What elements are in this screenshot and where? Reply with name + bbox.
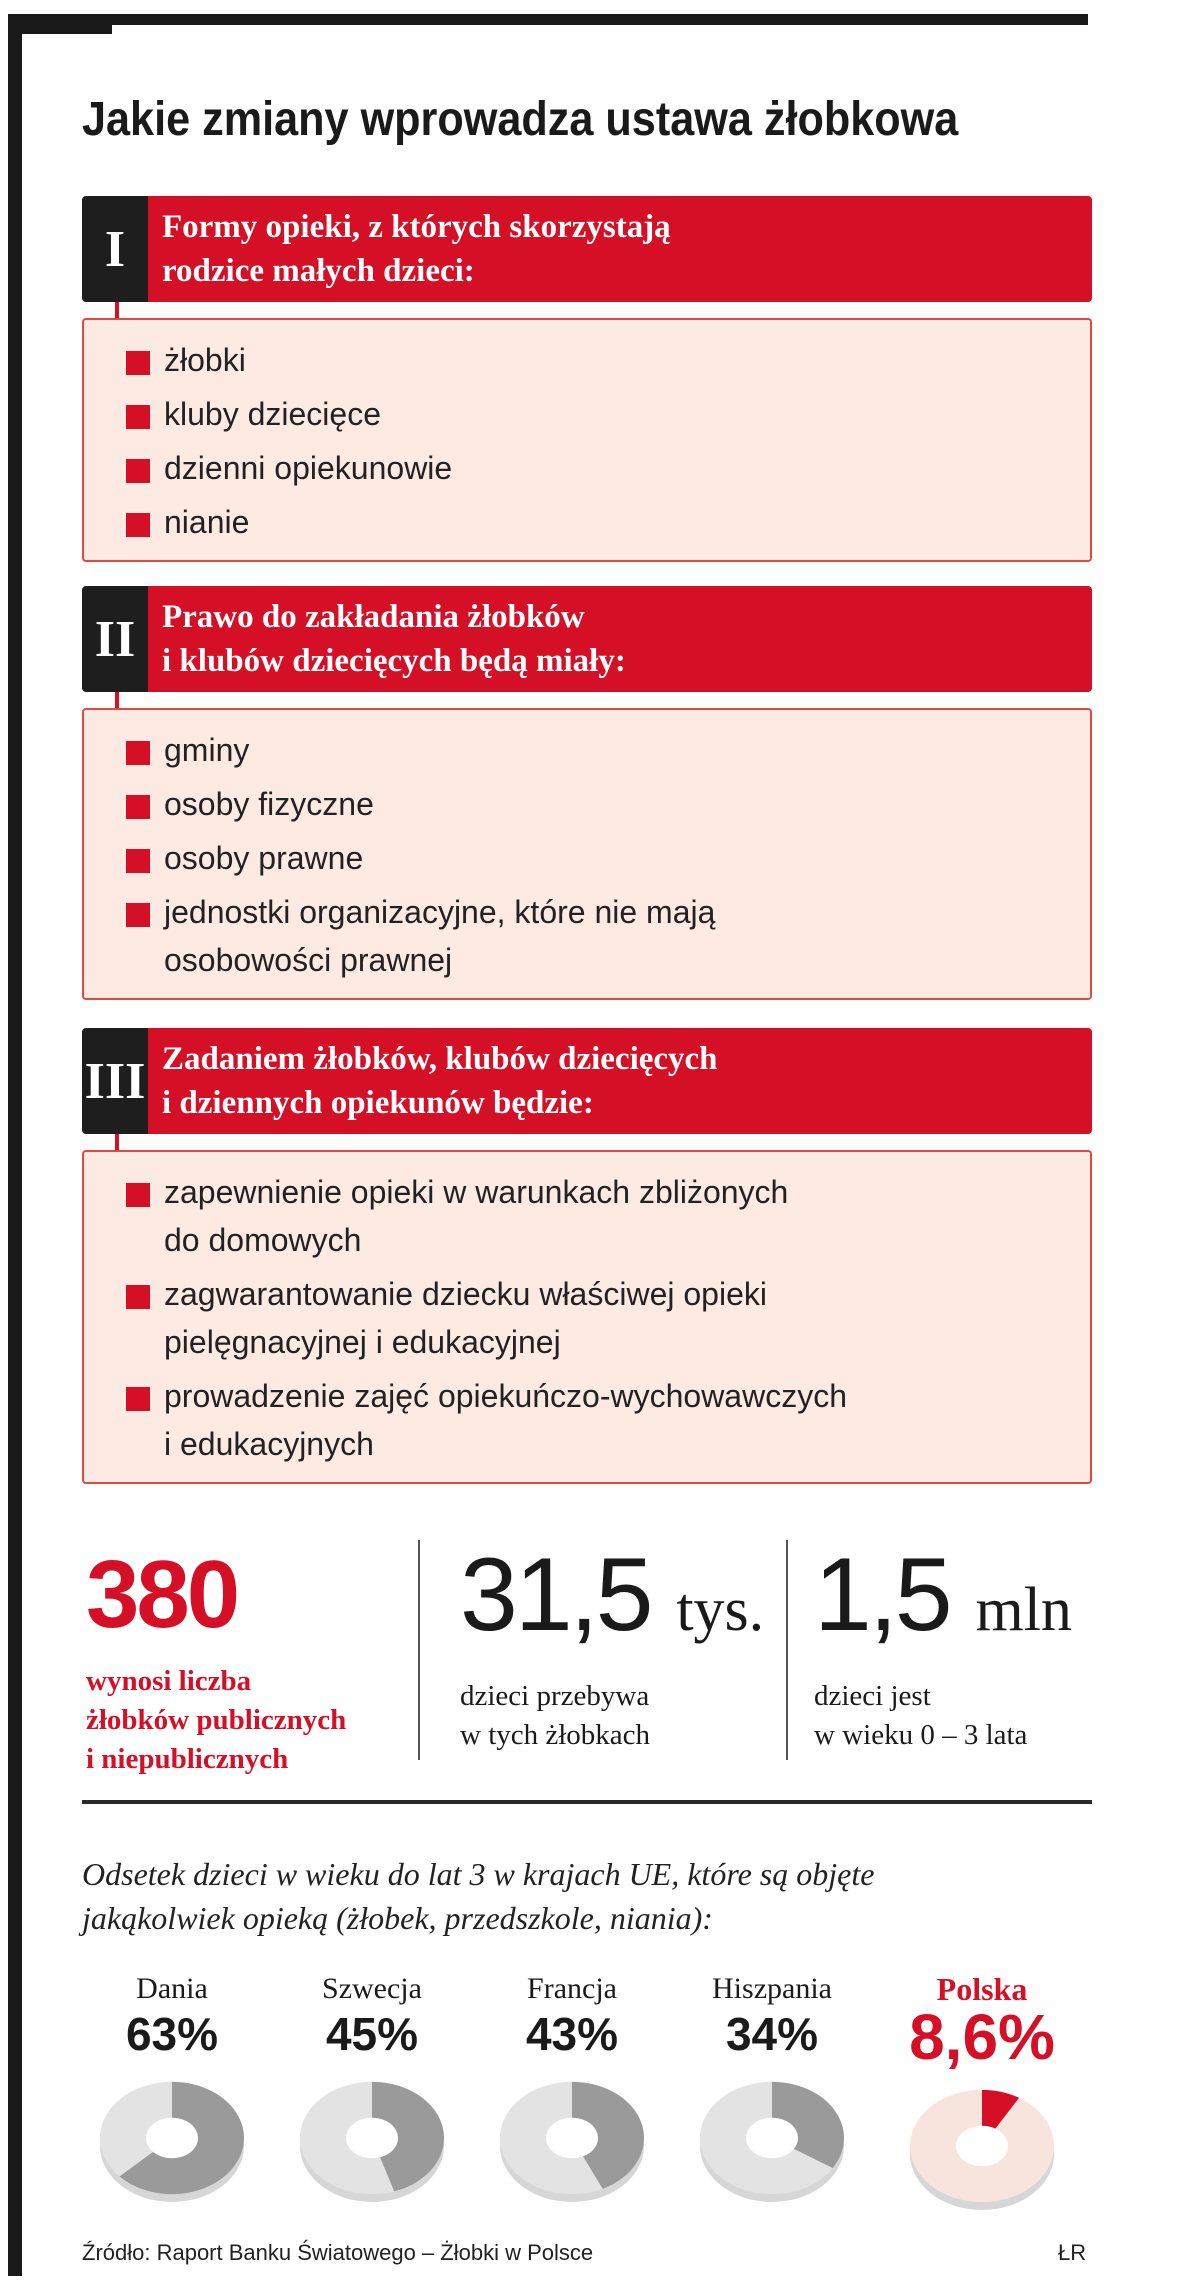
- list-item: kluby dziecięce: [164, 390, 1070, 438]
- donut-country-label: Francja: [527, 1972, 617, 2005]
- donut-chart-row: [82, 1972, 1092, 2222]
- bullet-square-icon: [126, 405, 150, 429]
- bullet-square-icon: [126, 1183, 150, 1207]
- section-2: [82, 586, 1092, 1000]
- donut-francja: [482, 1972, 662, 2208]
- list-item: zagwarantowanie dziecku właściwej opieki pielęgnacyjnej i edukacyjnej: [164, 1270, 1070, 1366]
- section-2-heading-line-1: Prawo do zakładania żłobków: [162, 599, 585, 635]
- section-1-heading-line-2: rodzice małych dzieci:: [162, 253, 475, 289]
- donut-value-label: 45%: [325, 2008, 419, 2060]
- section-1-list: [82, 318, 1092, 562]
- section-1-heading-line-1: Formy opieki, z których skorzystają: [162, 209, 671, 245]
- section-2-heading: [148, 586, 1092, 692]
- list-item: gminy: [164, 726, 1070, 774]
- bullet-square-icon: [126, 741, 150, 765]
- donut-value-label: 8,6%: [909, 2001, 1055, 2073]
- stat-children-aged-0-3: [814, 1537, 1104, 1755]
- donut-value-label: 34%: [725, 2008, 819, 2060]
- donut-hiszpania-graphic: [692, 2068, 852, 2208]
- section-3-numeral: III: [82, 1028, 148, 1134]
- section-divider: [82, 1800, 1092, 1804]
- page-title: Jakie zmiany wprowadza ustawa żłobkowa: [82, 93, 959, 146]
- list-item: żłobki: [164, 336, 1070, 384]
- stat-value: [814, 1537, 1104, 1665]
- stat-number: 1,5: [814, 1537, 950, 1653]
- list-item: nianie: [164, 498, 1070, 546]
- stat-number: 380: [86, 1541, 238, 1648]
- stat-number: 31,5: [460, 1537, 651, 1653]
- section-1-header: [82, 196, 1092, 302]
- donut-country-label: Polska: [936, 1971, 1028, 2007]
- donut-polska: [882, 1972, 1082, 2216]
- bullet-square-icon: [126, 459, 150, 483]
- donut-hiszpania: [682, 1972, 862, 2208]
- stat-value: [86, 1540, 416, 1650]
- bullet-square-icon: [126, 849, 150, 873]
- stats-row: [82, 1537, 1092, 1775]
- chart-subtitle: Odsetek dzieci w wieku do lat 3 w krajach UE, które są objęte jakąkolwiek opieką (żłobek, przedszkole, niania):: [82, 1856, 875, 1936]
- stat-children-in-nurseries: [460, 1537, 790, 1755]
- section-2-heading-line-2: i klubów dziecięcych będą miały:: [162, 643, 626, 679]
- donut-country-label: Szwecja: [322, 1972, 422, 2005]
- section-1-numeral: I: [82, 196, 148, 302]
- section-3-heading-line-2: i dziennych opiekunów będzie:: [162, 1085, 594, 1121]
- stat-nurseries-count: [86, 1540, 416, 1779]
- donut-szwecja-graphic: [292, 2068, 452, 2208]
- author-initials: ŁR: [1058, 2240, 1087, 2265]
- donut-country-label: Dania: [136, 1972, 208, 2005]
- stat-description: dzieci przebywa w tych żłobkach: [460, 1680, 651, 1751]
- stat-description: dzieci jest w wieku 0 – 3 lata: [814, 1680, 1028, 1751]
- list-item: prowadzenie zajęć opiekuńczo-wychowawczych i edukacyjnych: [164, 1372, 1070, 1468]
- donut-value-label: 63%: [125, 2008, 219, 2060]
- section-3-connector: [115, 1134, 119, 1150]
- section-2-numeral: II: [82, 586, 148, 692]
- section-2-header: [82, 586, 1092, 692]
- list-item: osoby fizyczne: [164, 780, 1070, 828]
- donut-francja-graphic: [492, 2068, 652, 2208]
- donut-hole: [746, 2118, 798, 2159]
- section-1: [82, 196, 1092, 562]
- section-3-header: [82, 1028, 1092, 1134]
- frame-top-rule: [8, 14, 1088, 25]
- donut-szwecja: [282, 1972, 462, 2208]
- bullet-square-icon: [126, 351, 150, 375]
- bullet-square-icon: [126, 513, 150, 537]
- section-1-heading: [148, 196, 1092, 302]
- donut-hole: [546, 2118, 598, 2159]
- donut-polska-graphic: [902, 2076, 1062, 2216]
- donut-hole: [956, 2126, 1008, 2167]
- donut-dania-graphic: [92, 2068, 252, 2208]
- stat-value: [460, 1537, 790, 1665]
- stat-divider: [418, 1540, 420, 1760]
- list-item: osoby prawne: [164, 834, 1070, 882]
- list-item: zapewnienie opieki w warunkach zbliżonych do domowych: [164, 1168, 1070, 1264]
- section-1-connector: [115, 302, 119, 318]
- section-2-list: [82, 708, 1092, 1000]
- frame-left-rule: [8, 14, 22, 2276]
- stat-description: wynosi liczba żłobków publicznych i niepublicznych: [86, 1665, 347, 1775]
- bullet-square-icon: [126, 1285, 150, 1309]
- donut-dania: [82, 1972, 262, 2208]
- section-3-list: [82, 1150, 1092, 1484]
- section-3-heading: [148, 1028, 1092, 1134]
- donut-hole: [346, 2118, 398, 2159]
- section-2-connector: [115, 692, 119, 708]
- stat-unit: tys.: [676, 1576, 765, 1644]
- list-item: dzienni opiekunowie: [164, 444, 1070, 492]
- donut-hole: [146, 2118, 198, 2159]
- donut-country-label: Hiszpania: [712, 1972, 832, 2005]
- stat-unit: mln: [975, 1576, 1072, 1644]
- bullet-square-icon: [126, 795, 150, 819]
- section-3: [82, 1028, 1092, 1484]
- source-note: Źródło: Raport Banku Światowego – Żłobki w Polsce: [82, 2240, 594, 2265]
- section-3-heading-line-1: Zadaniem żłobków, klubów dziecięcych: [162, 1041, 718, 1077]
- stat-divider: [786, 1540, 788, 1760]
- donut-value-label: 43%: [525, 2008, 619, 2060]
- bullet-square-icon: [126, 1387, 150, 1411]
- list-item: jednostki organizacyjne, które nie mają osobowości prawnej: [164, 888, 1070, 984]
- frame-corner: [8, 14, 112, 34]
- bullet-square-icon: [126, 903, 150, 927]
